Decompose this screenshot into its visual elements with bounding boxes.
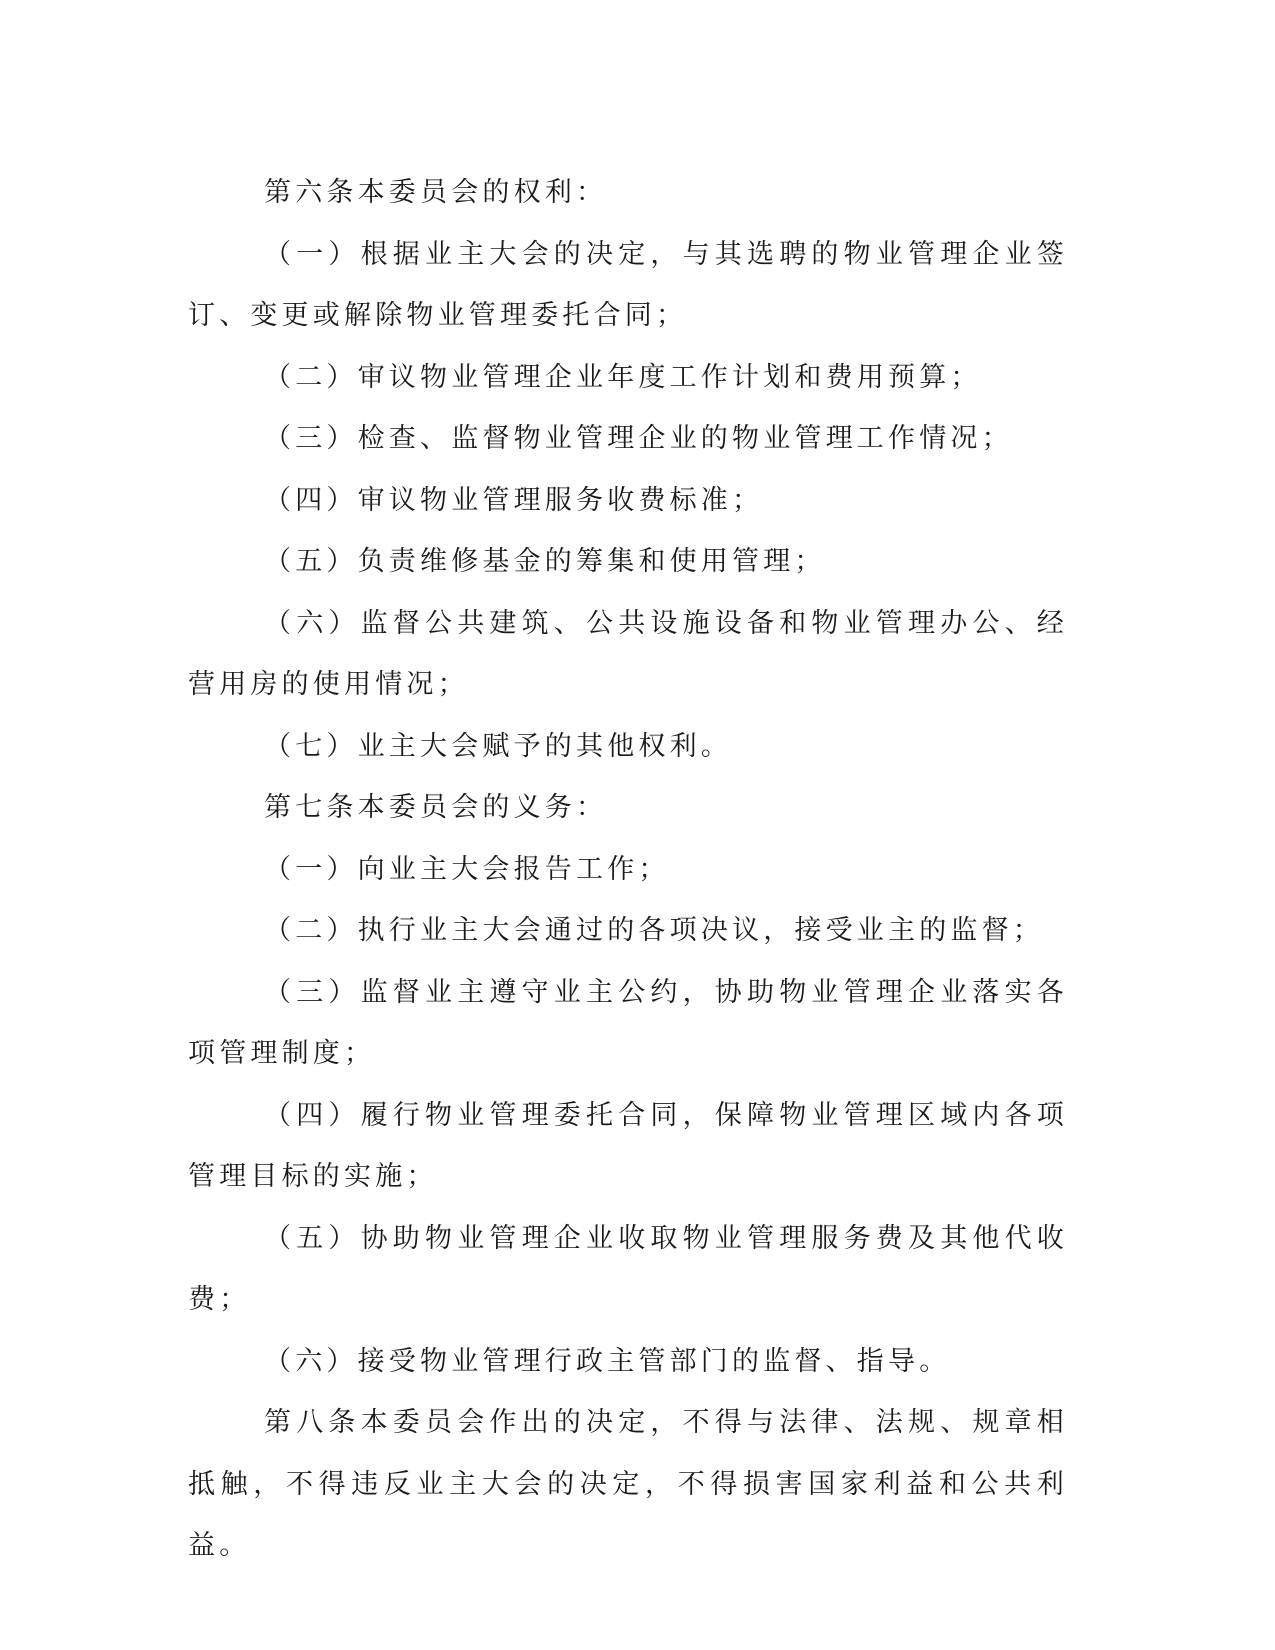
article-6-item-5: （五）负责维修基金的筹集和使用管理；	[264, 546, 826, 577]
article-6-item-3: （三）检查、监督物业管理企业的物业管理工作情况；	[264, 423, 1013, 454]
article-7-item-1: （一）向业主大会报告工作；	[264, 853, 670, 885]
article-7-item-5: （五）协助物业管理企业收取物业管理服务费及其他代收费；	[188, 1222, 1068, 1315]
article-7-item-6: （六）接受物业管理行政主管部门的监督、指导。	[264, 1345, 951, 1377]
article-7-item-3: （三）监督业主遵守业主公约，协助物业管理企业落实各项管理制度；	[188, 976, 1068, 1069]
article-6-item-1: （一）根据业主大会的决定，与其选聘的物业管理企业签订、变更或解除物业管理委托合同；	[188, 238, 1068, 331]
article-8-text: 第八条本委员会作出的决定，不得与法律、法规、规章相抵触，不得违反业主大会的决定，不得损害国家利益和公共利益。	[188, 1407, 1068, 1561]
article-6-item-6: （六）监督公共建筑、公共设施设备和物业管理办公、经营用房的使用情况；	[188, 607, 1068, 700]
article-7-item-4: （四）履行物业管理委托合同，保障物业管理区域内各项管理目标的实施；	[188, 1099, 1068, 1192]
article-7-heading: 第七条本委员会的义务：	[264, 792, 608, 823]
document-body	[188, 162, 1068, 1577]
article-6-item-7: （七）业主大会赋予的其他权利。	[264, 730, 732, 762]
article-6-item-4: （四）审议物业管理服务收费标准；	[264, 484, 764, 516]
article-7-item-2: （二）执行业主大会通过的各项决议，接受业主的监督；	[264, 915, 1044, 946]
article-6-item-2: （二）审议物业管理企业年度工作计划和费用预算；	[264, 361, 982, 393]
article-6-heading: 第六条本委员会的权利：	[264, 177, 608, 208]
